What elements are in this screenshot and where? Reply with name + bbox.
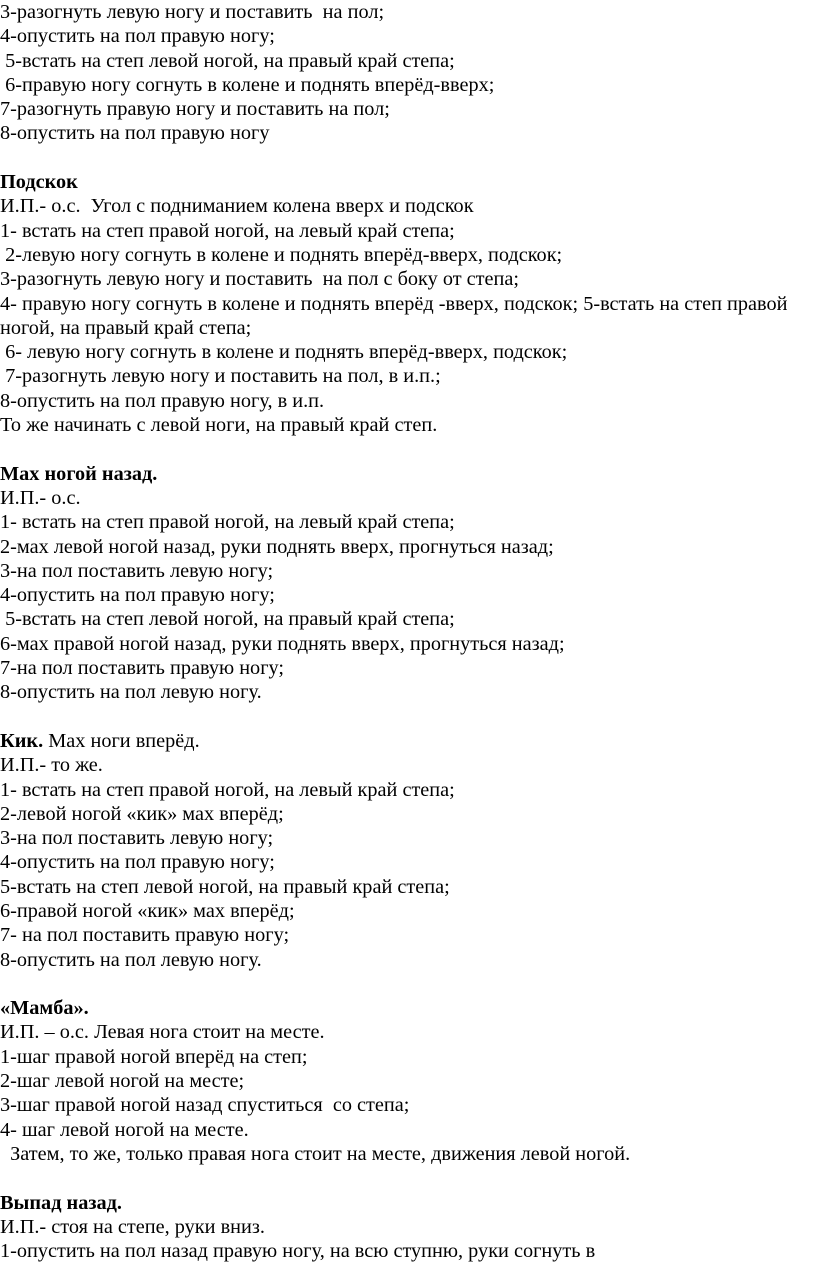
section-mamba bbox=[0, 996, 816, 1166]
spacer bbox=[0, 1166, 816, 1190]
section-subtitle: Мах ноги вперёд. bbox=[43, 729, 200, 752]
text-line: 6-мах правой ногой назад, руки поднять вверх, прогнуться назад; bbox=[0, 632, 565, 655]
spacer bbox=[0, 437, 816, 461]
section-mah-nazad bbox=[0, 462, 816, 705]
section-title: «Мамба». bbox=[0, 997, 89, 1020]
text-line: И.П. – о.с. Левая нога стоит на месте. bbox=[0, 1021, 325, 1044]
text-line: 7- на пол поставить правую ногу; bbox=[0, 924, 290, 947]
spacer bbox=[0, 972, 816, 996]
text-line: 3-разогнуть левую ногу и поставить на пол с боку от степа; bbox=[0, 268, 519, 291]
text-line: 3-на пол поставить левую ногу; bbox=[0, 559, 274, 582]
section-title: Мах ногой назад. bbox=[0, 462, 158, 485]
text-line: 7-разогнуть левую ногу и поставить на пол, в и.п.; bbox=[0, 365, 441, 388]
text-line: 6- левую ногу согнуть в колене и поднять вперёд-вверх, подскок; bbox=[0, 341, 568, 364]
section-title: Выпад назад. bbox=[0, 1191, 122, 1214]
spacer bbox=[0, 146, 816, 170]
text-line: 2-мах левой ногой назад, руки поднять вверх, прогнуться назад; bbox=[0, 535, 554, 558]
text-line: 1- встать на степ правой ногой, на левый край степа; bbox=[0, 511, 455, 534]
spacer bbox=[0, 705, 816, 729]
text-line: 3-шаг правой ногой назад спуститься со степа; bbox=[0, 1094, 410, 1117]
text-line: 2-шаг левой ногой на месте; bbox=[0, 1070, 245, 1093]
text-line: 7-на пол поставить правую ногу; bbox=[0, 657, 285, 680]
section-heading-line bbox=[0, 729, 816, 753]
text-line: 3-разогнуть левую ногу и поставить на пол; bbox=[0, 1, 385, 23]
text-line: 6-правую ногу согнуть в колене и поднять вперёд-вверх; bbox=[0, 73, 495, 96]
section-title: Подскок bbox=[0, 171, 78, 194]
text-line: 7-разогнуть правую ногу и поставить на пол; bbox=[0, 98, 390, 121]
section-kik bbox=[0, 729, 816, 972]
text-line: Затем, то же, только правая нога стоит на месте, движения левой ногой. bbox=[0, 1142, 631, 1165]
text-line: То же начинать с левой ноги, на правый край степ. bbox=[0, 414, 438, 437]
text-line: 1-опустить на пол назад правую ногу, на всю ступню, руки согнуть в bbox=[0, 1240, 596, 1263]
text-line: 2-левую ногу согнуть в колене и поднять вперёд-вверх, подскок; bbox=[0, 243, 563, 266]
text-line: 3-на пол поставить левую ногу; bbox=[0, 827, 274, 850]
intro-block bbox=[0, 0, 816, 146]
text-line: ногой, на правый край степа; bbox=[0, 316, 252, 339]
text-line: 5-встать на степ левой ногой, на правый край степа; bbox=[0, 608, 455, 631]
text-line: 4- правую ногу согнуть в колене и поднять вперёд -вверх, подскок; 5-встать на степ правой bbox=[0, 292, 788, 315]
text-line: 4-опустить на пол правую ногу; bbox=[0, 584, 275, 607]
text-line: 2-левой ногой «кик» мах вперёд; bbox=[0, 802, 284, 825]
text-line: 8-опустить на пол левую ногу. bbox=[0, 948, 262, 971]
text-line: 1- встать на степ правой ногой, на левый край степа; bbox=[0, 219, 455, 242]
section-vypad-nazad bbox=[0, 1191, 816, 1263]
section-title: Кик. bbox=[0, 729, 44, 752]
text-line: 8-опустить на пол правую ногу, в и.п. bbox=[0, 389, 325, 412]
text-line: И.П.- то же. bbox=[0, 754, 103, 777]
section-podskok bbox=[0, 170, 816, 437]
text-line: 6-правой ногой «кик» мах вперёд; bbox=[0, 899, 295, 922]
text-line: 4- шаг левой ногой на месте. bbox=[0, 1118, 249, 1141]
text-line: 5-встать на степ левой ногой, на правый край степа; bbox=[0, 875, 450, 898]
text-line: 8-опустить на пол левую ногу. bbox=[0, 681, 262, 704]
text-line: И.П.- о.с. Угол с подниманием колена вверх и подскок bbox=[0, 195, 474, 218]
text-line: 1- встать на степ правой ногой, на левый край степа; bbox=[0, 778, 455, 801]
text-line: 1-шаг правой ногой вперёд на степ; bbox=[0, 1045, 308, 1068]
text-line: 8-опустить на пол правую ногу bbox=[0, 122, 270, 145]
text-line: И.П.- стоя на степе, руки вниз. bbox=[0, 1215, 265, 1238]
text-line: И.П.- о.с. bbox=[0, 486, 81, 509]
text-line: 5-встать на степ левой ногой, на правый край степа; bbox=[0, 49, 455, 72]
text-line: 4-опустить на пол правую ногу; bbox=[0, 25, 275, 48]
text-line: 4-опустить на пол правую ногу; bbox=[0, 851, 275, 874]
